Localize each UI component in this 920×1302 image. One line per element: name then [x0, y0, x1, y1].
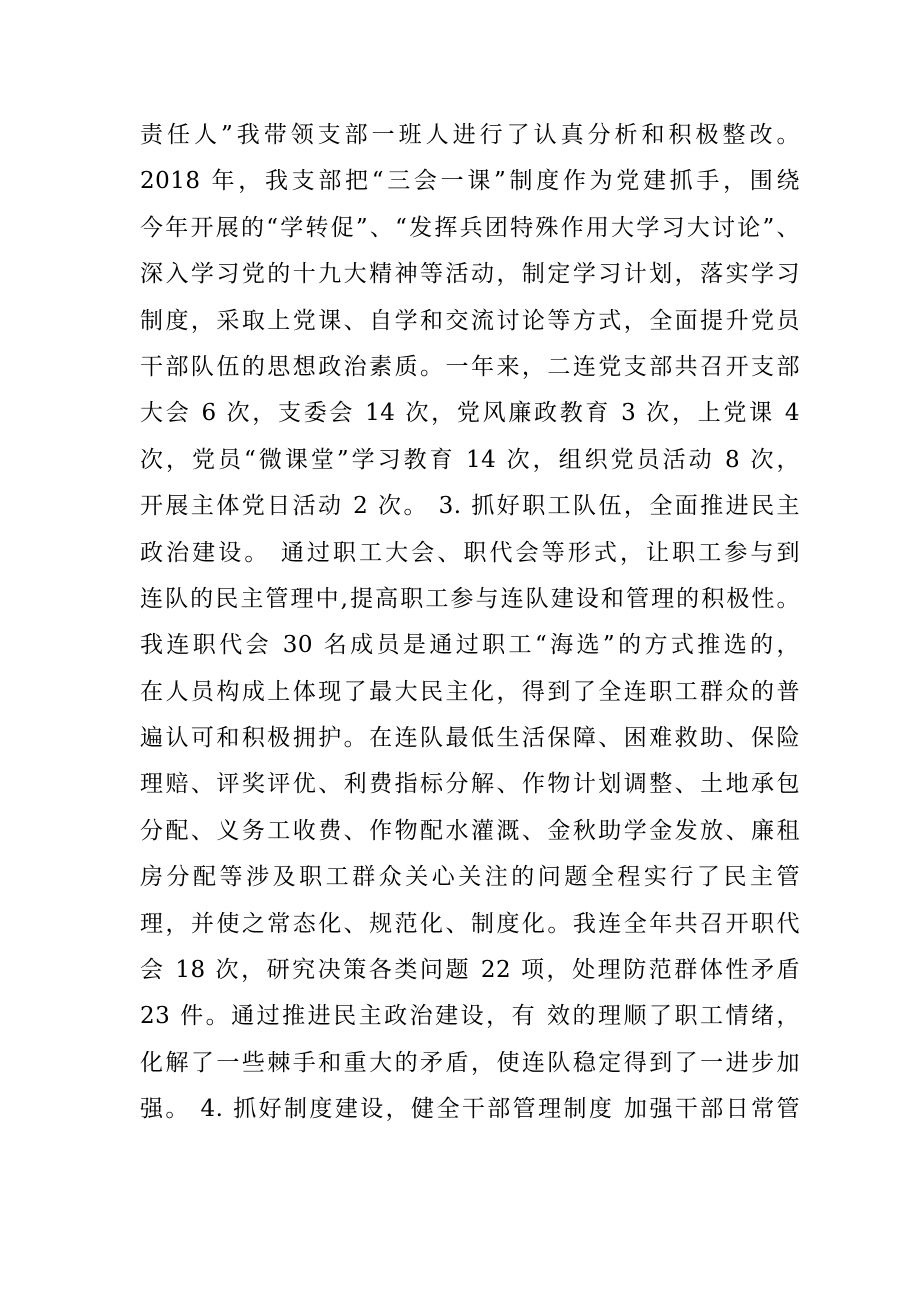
text-line-21: 化解了一些棘手和重大的矛盾，使连队稳定得到了一进步加	[140, 1049, 800, 1076]
text-line-22: 强。 4. 抓好制度建设，健全干部管理制度 加强干部日常管	[140, 1096, 800, 1123]
text-line-19: 会 18 次，研究决策各类问题 22 项，处理防范群体性矛盾	[140, 957, 800, 984]
text-line-17: 房分配等涉及职工群众关心关注的问题全程实行了民主管	[140, 864, 800, 891]
text-line-6: 干部队伍的思想政治素质。一年来，二连党支部共召开支部	[140, 353, 800, 380]
text-line-9: 开展主体党日活动 2 次。 3. 抓好职工队伍，全面推进民主	[140, 493, 800, 520]
text-line-10: 政治建设。 通过职工大会、职代会等形式，让职工参与到	[140, 539, 800, 566]
text-line-2: 2018 年，我支部把“三会一课”制度作为党建抓手，围绕	[140, 168, 800, 195]
document-body	[140, 112, 800, 1133]
text-line-20: 23 件。通过推进民主政治建设，有 效的理顺了职工情绪，	[140, 1003, 800, 1030]
text-line-8: 次，党员“微课堂”学习教育 14 次，组织党员活动 8 次，	[140, 446, 800, 473]
text-line-14: 遍认可和积极拥护。在连队最低生活保障、困难救助、保险	[140, 725, 800, 752]
text-line-5: 制度，采取上党课、自学和交流讨论等方式，全面提升党员	[140, 307, 800, 334]
text-line-7: 大会 6 次，支委会 14 次，党风廉政教育 3 次，上党课 4	[140, 400, 800, 427]
text-line-18: 理，并使之常态化、规范化、制度化。我连全年共召开职代	[140, 910, 800, 937]
text-line-3: 今年开展的“学转促”、“发挥兵团特殊作用大学习大讨论”、	[140, 214, 800, 241]
text-line-11: 连队的民主管理中,提高职工参与连队建设和管理的积极性。	[140, 585, 800, 612]
text-line-1: 责任人”我带领支部一班人进行了认真分析和积极整改。	[140, 122, 800, 148]
text-line-4: 深入学习党的十九大精神等活动，制定学习计划，落实学习	[140, 261, 800, 288]
text-line-13: 在人员构成上体现了最大民主化，得到了全连职工群众的普	[140, 678, 800, 705]
text-line-16: 分配、义务工收费、作物配水灌溉、金秋助学金发放、廉租	[140, 817, 800, 844]
text-line-12: 我连职代会 30 名成员是通过职工“海选”的方式推选的，	[140, 632, 800, 659]
text-line-15: 理赔、评奖评优、利费指标分解、作物计划调整、土地承包	[140, 771, 800, 798]
